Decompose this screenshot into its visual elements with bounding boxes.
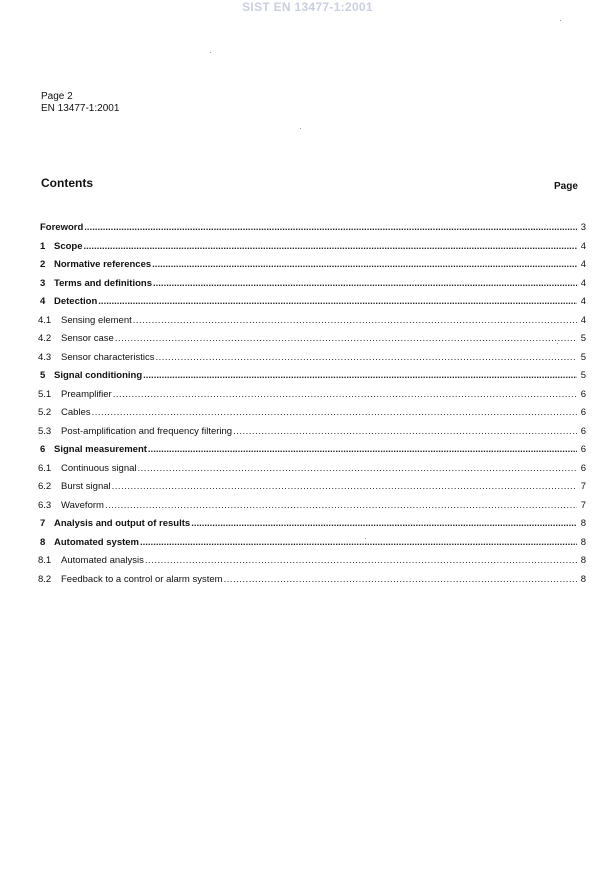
toc-entry bbox=[38, 219, 586, 238]
toc-entry-number: 6 bbox=[40, 444, 46, 455]
toc-entry-title: Feedback to a control or alarm system bbox=[61, 573, 223, 585]
toc-entry bbox=[38, 367, 586, 386]
dot-leader bbox=[140, 534, 577, 553]
toc-entry-title: Normative references bbox=[54, 259, 152, 270]
page-number: Page 2 bbox=[41, 91, 73, 102]
toc-entry-title: Scope bbox=[54, 240, 83, 252]
toc-entry-page: 5 bbox=[580, 333, 586, 344]
toc-entry bbox=[38, 552, 586, 571]
toc-entry-number: 5.3 bbox=[38, 425, 52, 437]
toc-entry-title: Detection bbox=[54, 296, 98, 307]
scan-speck bbox=[210, 52, 211, 53]
dot-leader bbox=[84, 238, 577, 257]
toc-entry-number: 5.1 bbox=[38, 388, 52, 400]
toc-entry bbox=[38, 497, 586, 516]
toc-entry-number: 6.2 bbox=[38, 481, 52, 492]
toc-entry-number: 5 bbox=[40, 370, 46, 381]
toc-entry bbox=[38, 534, 586, 553]
dot-leader bbox=[148, 441, 577, 460]
toc-entry-page: 5 bbox=[580, 351, 586, 363]
toc-entry-title: Sensor case bbox=[61, 333, 114, 344]
toc-entry-title: Preamplifier bbox=[61, 388, 112, 400]
toc-entry-title: Signal conditioning bbox=[54, 370, 143, 381]
scan-speck bbox=[300, 128, 301, 129]
toc-entry bbox=[38, 460, 586, 479]
dot-leader bbox=[233, 423, 577, 442]
toc-entry-title: Terms and definitions bbox=[54, 277, 153, 289]
dot-leader bbox=[84, 219, 577, 238]
dot-leader bbox=[224, 571, 577, 590]
dot-leader bbox=[152, 256, 577, 275]
page-column-label: Page bbox=[554, 181, 578, 192]
toc-entry-title: Post-amplification and frequency filtering bbox=[61, 425, 233, 437]
standard-designation: EN 13477-1:2001 bbox=[41, 103, 120, 114]
toc-entry-page: 4 bbox=[580, 277, 586, 289]
toc-entry bbox=[38, 293, 586, 312]
dot-leader bbox=[115, 330, 577, 349]
toc-entry-page: 8 bbox=[580, 518, 586, 529]
dot-leader bbox=[155, 349, 577, 368]
toc-entry bbox=[38, 330, 586, 349]
toc-entry-title: Sensor characteristics bbox=[61, 351, 155, 363]
scan-speck bbox=[557, 343, 558, 344]
toc-entry bbox=[38, 275, 586, 294]
toc-entry bbox=[38, 441, 586, 460]
toc-entry bbox=[38, 515, 586, 534]
toc-entry-page: 4 bbox=[580, 296, 586, 307]
toc-entry-title: Signal measurement bbox=[54, 444, 147, 455]
toc-entry-title: Automated system bbox=[54, 536, 139, 548]
scan-speck bbox=[560, 20, 561, 21]
toc-entry-page: 6 bbox=[580, 407, 586, 418]
toc-entry-page: 6 bbox=[580, 462, 586, 474]
toc-entry-number: 4.3 bbox=[38, 351, 52, 363]
toc-entry-title: Cables bbox=[61, 407, 91, 418]
table-of-contents bbox=[38, 219, 586, 589]
dot-leader bbox=[138, 460, 577, 479]
dot-leader bbox=[92, 404, 577, 423]
watermark: SIST EN 13477-1:2001 bbox=[242, 0, 373, 14]
toc-entry-number: 4.2 bbox=[38, 333, 52, 344]
toc-entry-number: 2 bbox=[40, 259, 46, 270]
toc-entry-number: 8 bbox=[40, 536, 46, 548]
toc-entry-title: Foreword bbox=[40, 222, 84, 233]
toc-entry bbox=[38, 478, 586, 497]
page-header bbox=[41, 91, 119, 115]
toc-entry-page: 4 bbox=[580, 314, 586, 326]
toc-entry bbox=[38, 256, 586, 275]
toc-entry-page: 6 bbox=[580, 425, 586, 437]
toc-entry-title: Automated analysis bbox=[61, 555, 144, 566]
toc-entry bbox=[38, 238, 586, 257]
scan-speck bbox=[365, 538, 366, 539]
toc-entry-number: 6.3 bbox=[38, 499, 52, 511]
toc-entry-page: 6 bbox=[580, 444, 586, 455]
toc-entry-number: 8.2 bbox=[38, 573, 52, 585]
toc-entry-number: 6.1 bbox=[38, 462, 52, 474]
toc-entry bbox=[38, 386, 586, 405]
toc-entry-title: Sensing element bbox=[61, 314, 132, 326]
toc-entry-title: Analysis and output of results bbox=[54, 518, 191, 529]
toc-entry-number: 8.1 bbox=[38, 555, 52, 566]
toc-entry-title: Burst signal bbox=[61, 481, 111, 492]
toc-entry bbox=[38, 349, 586, 368]
toc-entry-number: 1 bbox=[40, 240, 46, 252]
toc-entry-number: 4 bbox=[40, 296, 46, 307]
toc-entry bbox=[38, 312, 586, 331]
toc-entry-number: 5.2 bbox=[38, 407, 52, 418]
toc-entry-page: 7 bbox=[580, 499, 586, 511]
toc-entry bbox=[38, 571, 586, 590]
toc-entry bbox=[38, 404, 586, 423]
toc-entry-title: Continuous signal bbox=[61, 462, 137, 474]
dot-leader bbox=[105, 497, 577, 516]
dot-leader bbox=[98, 293, 577, 312]
toc-entry-page: 7 bbox=[580, 481, 586, 492]
toc-entry-page: 4 bbox=[580, 240, 586, 252]
toc-entry bbox=[38, 423, 586, 442]
dot-leader bbox=[143, 367, 577, 386]
dot-leader bbox=[113, 386, 577, 405]
toc-entry-number: 3 bbox=[40, 277, 46, 289]
toc-entry-number: 7 bbox=[40, 518, 46, 529]
toc-entry-page: 3 bbox=[580, 222, 586, 233]
dot-leader bbox=[145, 552, 577, 571]
toc-entry-number: 4.1 bbox=[38, 314, 52, 326]
dot-leader bbox=[112, 478, 577, 497]
dot-leader bbox=[153, 275, 577, 294]
dot-leader bbox=[191, 515, 577, 534]
toc-entry-page: 8 bbox=[580, 555, 586, 566]
toc-entry-title: Waveform bbox=[61, 499, 104, 511]
contents-heading: Contents bbox=[41, 176, 93, 190]
toc-entry-page: 5 bbox=[580, 370, 586, 381]
toc-entry-page: 8 bbox=[580, 573, 586, 585]
toc-entry-page: 8 bbox=[580, 536, 586, 548]
toc-entry-page: 6 bbox=[580, 388, 586, 400]
dot-leader bbox=[133, 312, 577, 331]
toc-entry-page: 4 bbox=[580, 259, 586, 270]
